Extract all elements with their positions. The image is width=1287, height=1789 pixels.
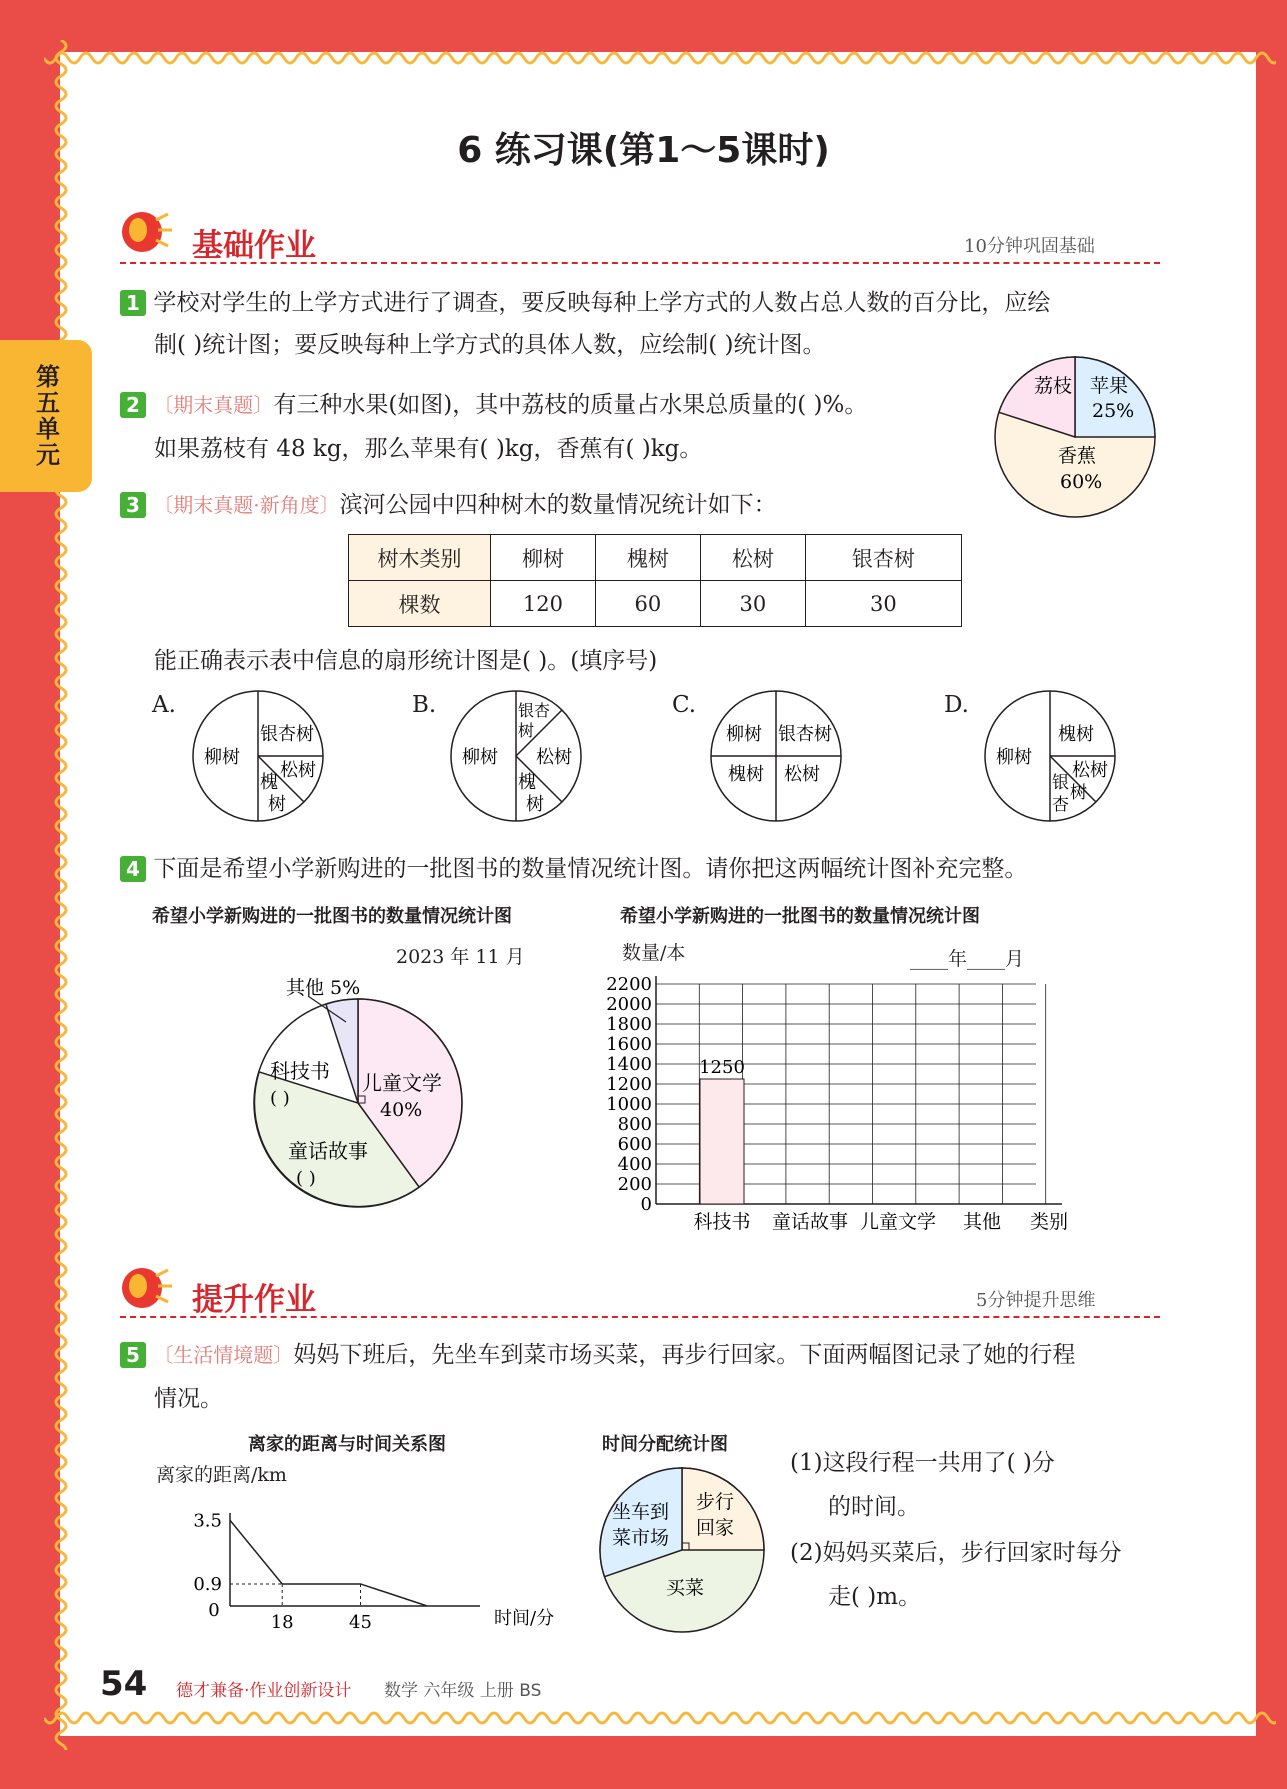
- time-pie-title: 时间分配统计图: [602, 1434, 728, 1455]
- footer-brand: 德才兼备·作业创新设计: [176, 1681, 352, 1701]
- question-1: [120, 288, 1050, 318]
- option-a-letter: A.: [152, 692, 176, 718]
- y-tick-label: 0.9: [193, 1573, 222, 1595]
- pie-label: 柳树: [726, 724, 762, 745]
- question-number: 3: [120, 492, 146, 518]
- y-tick-label: 1600: [606, 1034, 652, 1055]
- x-tick-label: 45: [349, 1612, 372, 1633]
- pie-label: 柳树: [204, 747, 240, 768]
- question-5: [120, 1340, 1075, 1370]
- table-cell: 棵数: [349, 581, 491, 627]
- table-cell: 松树: [700, 535, 805, 581]
- pie-label: 树: [518, 721, 535, 740]
- pie-label: 银杏: [518, 701, 551, 720]
- pie-label-fairy-blank: ( ): [296, 1168, 316, 1189]
- bar-xlabel: 类别: [1030, 1211, 1069, 1233]
- question-number: 2: [120, 392, 146, 418]
- table-cell: 30: [805, 581, 961, 627]
- option-b-pie: [448, 688, 588, 828]
- table-row: [349, 581, 962, 627]
- option-c-pie: [708, 688, 848, 828]
- question-text: 滨河公园中四种树木的数量情况统计如下：: [339, 492, 777, 518]
- pie-label: 柳树: [462, 747, 498, 768]
- distance-line: [230, 1520, 427, 1606]
- pie-label-sci-blank: ( ): [270, 1088, 290, 1109]
- question-tag: 〔生活情境题〕: [153, 1343, 294, 1367]
- y-tick-label: 2200: [606, 974, 652, 995]
- book-bar-chart: [600, 966, 1080, 1246]
- pie-label: 买菜: [666, 1577, 705, 1599]
- bell-icon: [118, 1262, 174, 1312]
- book-pie-title: 希望小学新购进的一批图书的数量情况统计图: [152, 906, 512, 927]
- question-4: [120, 854, 1027, 884]
- question-text-cont: 如果荔枝有 48 kg，那么苹果有( )kg，香蕉有( )kg。: [154, 436, 703, 462]
- sub-question-2: (2)妈妈买菜后，步行回家时每分: [790, 1540, 1122, 1566]
- option-a-pie: [190, 688, 330, 828]
- distance-line-chart: [190, 1488, 580, 1638]
- time-pie-chart: [596, 1464, 771, 1639]
- pie-label: 树: [1070, 783, 1087, 803]
- question-text: 有三种水果(如图)，其中荔枝的质量占水果总质量的( )%。: [273, 392, 868, 418]
- lesson-title: 6 练习课(第1～5课时): [457, 130, 830, 171]
- sub-question-1: (1)这段行程一共用了( )分: [790, 1450, 1055, 1476]
- pie-label: 柳树: [996, 747, 1032, 768]
- pie-label: 坐车到: [612, 1501, 670, 1523]
- question-3: [120, 490, 777, 520]
- tree-count-table: [348, 534, 962, 627]
- question-2: [120, 390, 867, 420]
- pie-label: 银: [1052, 773, 1069, 793]
- pie-label-banana-pct: 60%: [1060, 471, 1103, 493]
- pie-label-other: 其他 5%: [286, 978, 361, 999]
- bar-value-label: 1250: [699, 1057, 745, 1078]
- y-tick-label: 2000: [606, 994, 652, 1015]
- pie-label-banana: 香蕉: [1058, 445, 1097, 467]
- pie-label: 菜市场: [612, 1527, 670, 1549]
- y-tick-label: 800: [617, 1114, 652, 1135]
- pie-label-apple-pct: 25%: [1092, 400, 1135, 422]
- question-number: 4: [120, 856, 146, 882]
- question-number: 1: [120, 290, 146, 316]
- bar: [700, 1079, 744, 1204]
- table-cell: 60: [595, 581, 700, 627]
- pie-label: 杏: [1052, 795, 1069, 815]
- pie-label: 松树: [280, 760, 316, 781]
- bar-date: ____年____月: [910, 948, 1025, 970]
- bar-ylabel: 数量/本: [622, 942, 686, 964]
- table-cell: 树木类别: [349, 535, 491, 581]
- y-tick-label: 1800: [606, 1014, 652, 1035]
- sub-question-2-cont: 走( )m。: [828, 1584, 922, 1610]
- section-advanced-note: 5分钟提升思维: [976, 1290, 1096, 1311]
- footer-info: 数学 六年级 上册 BS: [384, 1681, 542, 1701]
- fruit-pie-chart: [990, 352, 1160, 522]
- question-text: 下面是希望小学新购进的一批图书的数量情况统计图。请你把这两幅统计图补充完整。: [153, 856, 1028, 882]
- pie-label: 银杏树: [260, 724, 314, 745]
- line-chart-title: 离家的距离与时间关系图: [248, 1434, 446, 1455]
- wavy-border-bottom: [44, 1700, 1276, 1736]
- pie-label: 槐树: [1058, 724, 1094, 745]
- section-divider: [120, 262, 1160, 264]
- table-header-row: [349, 535, 962, 581]
- question-3-prompt: 能正确表示表中信息的扇形统计图是( )。(填序号): [154, 648, 658, 674]
- x-tick-label: 其他: [962, 1211, 1002, 1233]
- y-tick-label: 200: [617, 1174, 652, 1195]
- question-tag: 〔期末真题〕: [153, 393, 274, 417]
- pie-label: 槐树: [728, 764, 764, 785]
- pie-label: 松树: [1072, 760, 1108, 781]
- pie-label: 槐: [518, 772, 536, 793]
- wavy-border-left: [46, 40, 76, 1750]
- option-c-letter: C.: [672, 692, 697, 718]
- section-basic-title: 基础作业: [192, 228, 316, 264]
- pie-label-lychee: 荔枝: [1034, 375, 1073, 397]
- table-cell: 120: [491, 581, 596, 627]
- question-tag: 〔期末真题·新角度〕: [153, 493, 340, 517]
- section-basic-note: 10分钟巩固基础: [964, 236, 1095, 257]
- y-tick-label: 0: [640, 1194, 652, 1215]
- y-tick-label: 1200: [606, 1074, 652, 1095]
- question-text-cont: 情况。: [154, 1386, 223, 1412]
- option-d-letter: D.: [944, 692, 969, 718]
- book-pie-chart: [240, 978, 480, 1228]
- y-tick-label: 3.5: [193, 1510, 222, 1532]
- x-tick-label: 0: [208, 1600, 220, 1621]
- line-chart-xlabel: 时间/分: [494, 1608, 555, 1629]
- pie-label: 树: [268, 794, 286, 815]
- pie-label-kids-pct: 40%: [380, 1099, 423, 1121]
- question-text: 学校对学生的上学方式进行了调查，要反映每种上学方式的人数占总人数的百分比，应绘: [153, 290, 1051, 316]
- pie-label: 步行: [696, 1491, 735, 1513]
- wavy-border-top: [44, 40, 1276, 76]
- pie-label: 槐: [260, 772, 278, 793]
- y-tick-label: 600: [617, 1134, 652, 1155]
- pie-label: 树: [526, 794, 544, 815]
- y-tick-label: 400: [617, 1154, 652, 1175]
- pie-label: 松树: [784, 764, 820, 785]
- question-number: 5: [120, 1342, 146, 1368]
- pie-label: 松树: [536, 747, 572, 768]
- x-tick-label: 18: [270, 1612, 294, 1633]
- section-advanced-title: 提升作业: [192, 1282, 316, 1318]
- question-text: 妈妈下班后，先坐车到菜市场买菜，再步行回家。下面两幅图记录了她的行程: [293, 1342, 1076, 1368]
- pie-label: 回家: [696, 1517, 735, 1539]
- question-text-cont: 制( )统计图；要反映每种上学方式的具体人数，应绘制( )统计图。: [154, 332, 826, 358]
- table-cell: 柳树: [491, 535, 596, 581]
- x-tick-label: 科技书: [693, 1211, 751, 1233]
- pie-slice-apple: [1075, 357, 1155, 437]
- table-cell: 30: [700, 581, 805, 627]
- pie-label-fairy: 童话故事: [288, 1139, 368, 1163]
- book-pie-date: 2023 年 11 月: [396, 946, 525, 968]
- pie-label-kids: 儿童文学: [362, 1071, 442, 1095]
- book-bar-title: 希望小学新购进的一批图书的数量情况统计图: [620, 906, 980, 927]
- unit-tab: 第五单元: [0, 340, 92, 492]
- table-cell: 槐树: [595, 535, 700, 581]
- bell-icon: [118, 206, 174, 256]
- pie-label-sci: 科技书: [270, 1059, 330, 1083]
- x-tick-label: 儿童文学: [859, 1211, 937, 1233]
- y-tick-label: 1400: [606, 1054, 652, 1075]
- section-divider: [120, 1316, 1160, 1318]
- option-b-letter: B.: [412, 692, 437, 718]
- line-chart-ylabel: 离家的距离/km: [156, 1464, 287, 1486]
- y-tick-label: 1000: [606, 1094, 652, 1115]
- x-tick-label: 童话故事: [771, 1211, 849, 1233]
- table-cell: 银杏树: [805, 535, 961, 581]
- pie-label: 银杏树: [778, 724, 832, 745]
- pie-label-apple: 苹果: [1090, 375, 1129, 397]
- page-number: 54: [100, 1664, 148, 1704]
- sub-question-1-cont: 的时间。: [828, 1494, 920, 1520]
- option-d-pie: [982, 688, 1122, 828]
